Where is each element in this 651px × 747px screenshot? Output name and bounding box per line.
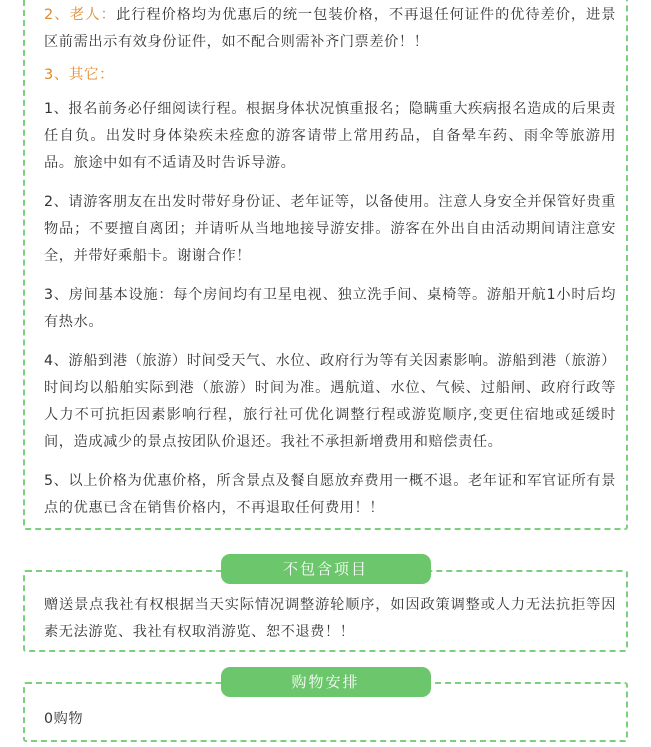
- shopping-content: [44, 706, 616, 733]
- notes-content: [44, 2, 616, 522]
- excluded-content: [44, 592, 616, 646]
- shopping-title-badge: 购物安排: [221, 667, 431, 697]
- note-item-2: 2、请游客朋友在出发时带好身份证、老年证等，以备使用。注意人身安全并保管好贵重物品；不要擅自离团；并请听从当地地接导游安排。游客在外出自由活动期间请注意安全，并带好乘船卡。谢谢合作！: [44, 194, 616, 264]
- shopping-text: 0购物: [44, 711, 84, 727]
- elderly-heading: 2、老人：: [44, 7, 117, 23]
- elderly-note: [44, 2, 616, 56]
- excluded-title-badge: 不包含项目: [221, 554, 431, 584]
- notes-panel: [23, 0, 628, 530]
- note-item-4: 4、游船到港（旅游）时间受天气、水位、政府行为等有关因素影响。游船到港（旅游）时间均以船舶实际到港（旅游）时间为准。遇航道、水位、气候、过船闸、政府行政等人力不可抗拒因素影响行程，旅行社可优化调整行程或游览顺序,变更住宿地或延缓时间，造成减少的景点按团队价退还。我社不承担新增费用和赔偿责任。: [44, 353, 616, 450]
- note-item-1: 1、报名前务必仔细阅读行程。根据身体状况慎重报名；隐瞒重大疾病报名造成的后果责任自负。出发时身体染疾未痊愈的游客请带上常用药品，自备晕车药、雨伞等旅游用品。旅途中如有不适请及时告诉导游。: [44, 101, 616, 171]
- elderly-text: 此行程价格均为优惠后的统一包装价格，不再退任何证件的优待差价，进景区前需出示有效身份证件，如不配合则需补齐门票差价！！: [44, 7, 616, 50]
- other-heading: 3、其它：: [44, 67, 115, 83]
- note-item-3: 3、房间基本设施：每个房间均有卫星电视、独立洗手间、桌椅等。游船开航1小时后均有热水。: [44, 287, 616, 330]
- note-item-5: 5、以上价格为优惠价格，所含景点及餐自愿放弃费用一概不退。老年证和军官证所有景点的优惠已含在销售价格内，不再退取任何费用！！: [44, 473, 616, 516]
- excluded-text: 赠送景点我社有权根据当天实际情况调整游轮顺序，如因政策调整或人力无法抗拒等因素无法游览、我社有权取消游览、恕不退费！！: [44, 597, 616, 640]
